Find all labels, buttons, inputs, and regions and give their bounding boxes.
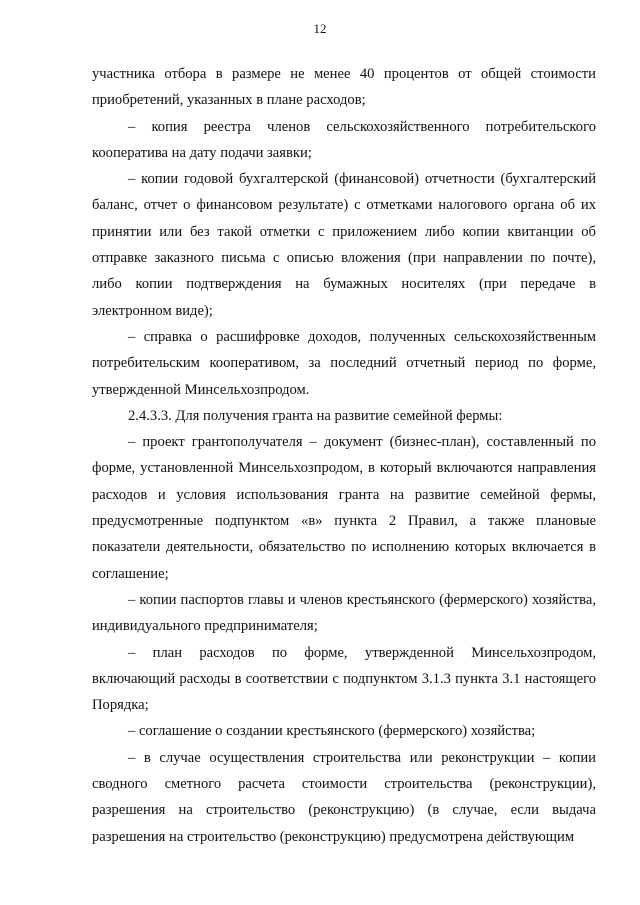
paragraph-construction-documents: – в случае осуществления строительства или реконструкции – копии сводного сметного расчета стоимости строительства (реконструкции), разрешения на строительство (реконструкцию) (в случае, если выдача разрешения на строительство (реконструкцию) предусмотрена действующим: [92, 749, 596, 845]
paragraph-continuation: участника отбора в размере не менее 40 процентов от общей стоимости приобретений, указанных в плане расходов;: [92, 66, 596, 109]
paragraph-cooperative-register: – копия реестра членов сельскохозяйственного потребительского кооператива на дату подачи заявки;: [92, 118, 596, 161]
paragraph-income-statement: – справка о расшифровке доходов, полученных сельскохозяйственным потребительским кооперативом, за последний отчетный период по форме, утвержденной Минсельхозпродом.: [92, 328, 596, 398]
page-number: 12: [313, 21, 327, 36]
paragraph-passport-copies: – копии паспортов главы и членов крестьянского (фермерского) хозяйства, индивидуального предпринимателя;: [92, 591, 596, 635]
paragraph-grant-project: – проект грантополучателя – документ (бизнес-план), составленный по форме, установленной Минсельхозпродом, в который включаются направления расходов и условия использования гранта на развитие семейной фермы, предусмотренные подпунктом «в» пункта 2 Правил, а также плановые показатели деятельности, обязательство по исполнению которых включается в соглашение;: [92, 434, 596, 582]
document-body: [92, 61, 596, 850]
paragraph-farm-agreement: – соглашение о создании крестьянского (фермерского) хозяйства;: [128, 723, 536, 740]
paragraph-annual-reporting: – копии годовой бухгалтерской (финансовой) отчетности (бухгалтерский баланс, отчет о финансовом результате) с отметками налогового органа об их принятии или без такой отметки с приложением либо копии квитанции об отправке заказного письма с описью вложения (при направлении по почте), либо копии подтверждения на бумажных носителях (при передаче в электронном виде);: [92, 171, 596, 319]
paragraph-expense-plan: – план расходов по форме, утвержденной Минсельхозпродом, включающий расходы в соответствии с подпунктом 3.1.3 пункта 3.1 настоящего Порядка;: [92, 644, 596, 714]
paragraph-section-heading: 2.4.3.3. Для получения гранта на развитие семейной фермы:: [128, 407, 503, 424]
